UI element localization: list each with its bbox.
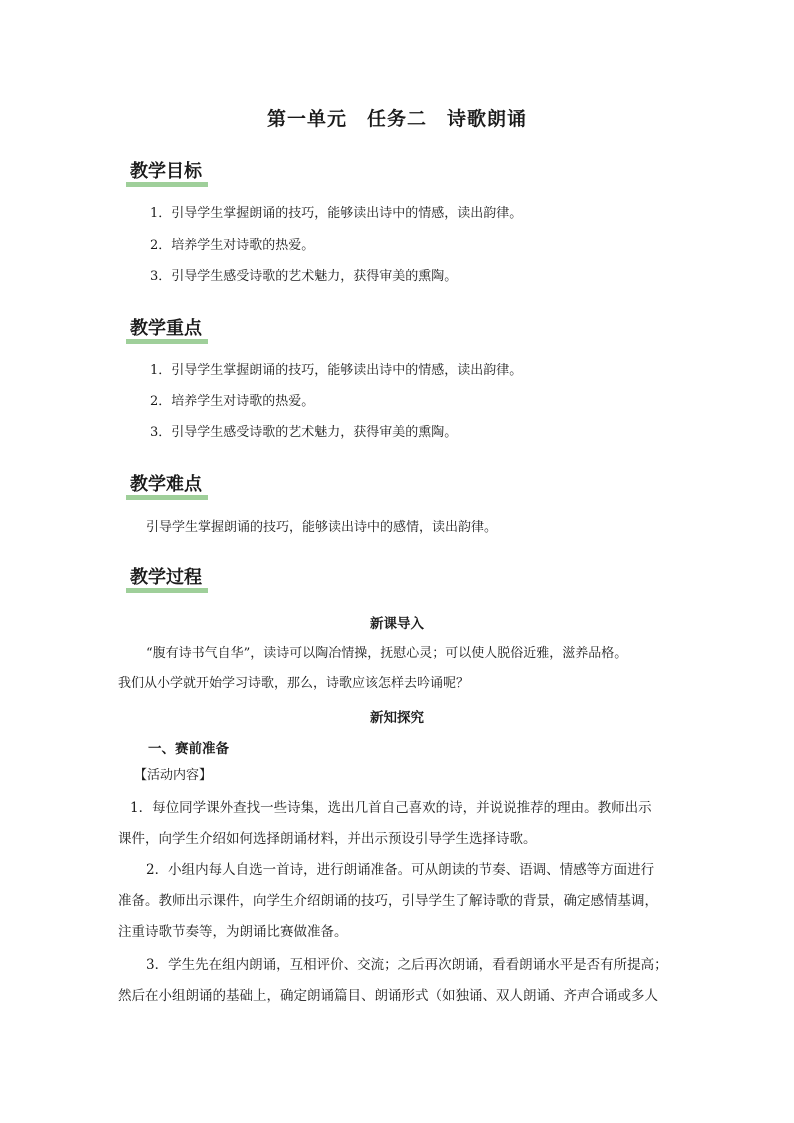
paragraph-line: 课件，向学生介绍如何选择朗诵材料，并出示预设引导学生选择诗歌。 <box>118 831 537 847</box>
difficulties-text: 引导学生掌握朗诵的技巧，能够读出诗中的感情，读出韵律。 <box>146 520 498 535</box>
key-points-heading: 教学重点 <box>126 317 208 341</box>
process-heading: 教学过程 <box>126 566 208 590</box>
key-points-item-2: 2．培养学生对诗歌的热爱。 <box>150 394 315 409</box>
key-points-item-3: 3．引导学生感受诗歌的艺术魅力，获得审美的熏陶。 <box>150 425 458 440</box>
intro-line-2: 我们从小学就开始学习诗歌，那么，诗歌应该怎样去吟诵呢？ <box>118 676 470 691</box>
page-title: 第一单元 任务二 诗歌朗诵 <box>266 108 527 130</box>
paragraph-line: 注重诗歌节奏等，为朗诵比赛做准备。 <box>118 924 348 940</box>
objectives-heading: 教学目标 <box>126 160 208 184</box>
explore-heading: 新知探究 <box>370 710 424 726</box>
intro-line-1: “腹有诗书气自华”，读诗可以陶冶情操，抚慰心灵；可以使人脱俗近雅，滋养品格。 <box>146 646 628 661</box>
paragraph-line: 1．每位同学课外查找一些诗集，选出几首自己喜欢的诗，并说说推荐的理由。教师出示 <box>130 800 652 816</box>
objectives-item-3: 3．引导学生感受诗歌的艺术魅力，获得审美的熏陶。 <box>150 269 458 284</box>
paragraph-line: 3．学生先在组内朗诵，互相评价、交流；之后再次朗诵，看看朗诵水平是否有所提高； <box>146 957 668 973</box>
activity-label: 【活动内容】 <box>134 768 213 783</box>
paragraph-line: 2．小组内每人自选一首诗，进行朗诵准备。可从朗读的节奏、语调、情感等方面进行 <box>146 862 655 878</box>
difficulties-heading: 教学难点 <box>126 473 208 497</box>
objectives-item-1: 1．引导学生掌握朗诵的技巧，能够读出诗中的情感，读出韵律。 <box>150 206 523 221</box>
key-points-item-1: 1．引导学生掌握朗诵的技巧，能够读出诗中的情感，读出韵律。 <box>150 363 523 378</box>
sub-heading-prep: 一、赛前准备 <box>148 741 229 757</box>
paragraph-line: 准备。教师出示课件，向学生介绍朗诵的技巧，引导学生了解诗歌的背景，确定感情基调， <box>118 893 658 909</box>
objectives-item-2: 2．培养学生对诗歌的热爱。 <box>150 238 315 253</box>
intro-heading: 新课导入 <box>370 616 424 632</box>
paragraph-line: 然后在小组朗诵的基础上，确定朗诵篇目、朗诵形式（如独诵、双人朗诵、齐声合诵或多人 <box>118 988 658 1004</box>
